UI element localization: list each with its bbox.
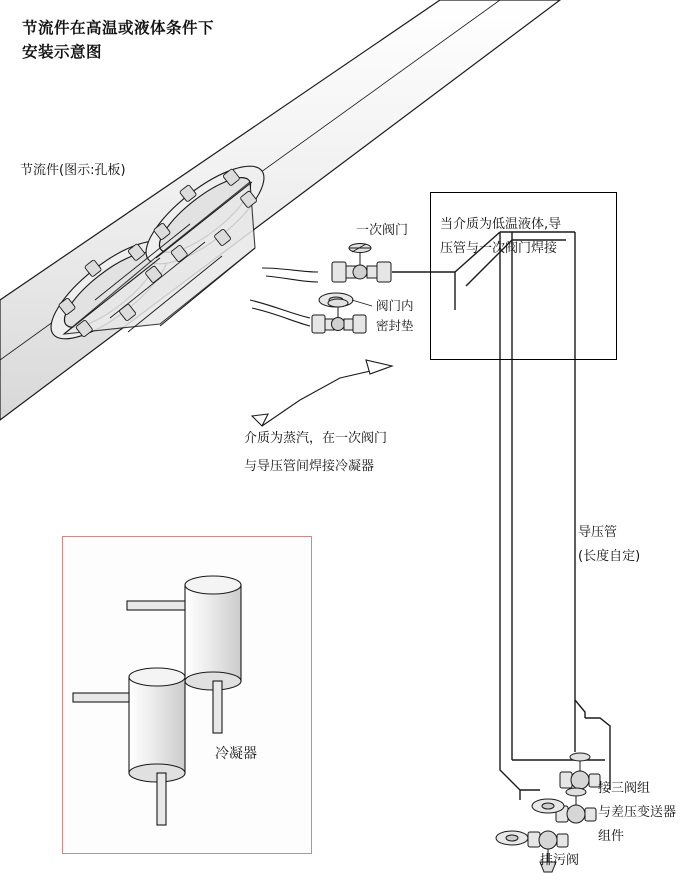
blowdown-valve-label: 排污阀 (540, 853, 580, 868)
steam-note-arrow (252, 360, 392, 426)
low-temp-note-line1: 当介质为低温液体,导 (440, 217, 562, 232)
condenser-label: 冷凝器 (215, 746, 257, 762)
throttle-part-label: 节流件(图示:孔板) (20, 163, 126, 178)
impulse-pipe-label-line1: 导压管 (578, 525, 618, 540)
primary-valve-upper (332, 244, 391, 283)
low-temp-note-line2: 压管与一次阀门焊接 (440, 241, 558, 256)
manifold-label-line1: 接三阀组 (598, 781, 651, 796)
title-line-2: 安装示意图 (22, 43, 103, 61)
primary-valve-label: 一次阀门 (356, 223, 409, 238)
valve-seal-label-line1: 阀门内 (376, 298, 414, 313)
impulse-pipe-label-line2: (长度自定) (578, 549, 641, 564)
valve-seal-label-line2: 密封垫 (376, 318, 414, 333)
manifold-label-line2: 与差压变送器 (598, 805, 677, 820)
steam-note-line1: 介质为蒸汽，在一次阀门 (244, 431, 388, 446)
steam-note-line2: 与导压管间焊接冷凝器 (244, 459, 375, 474)
tapping-tubes (250, 268, 318, 326)
title-line-1: 节流件在高温或液体条件下 (22, 19, 215, 37)
primary-valve-lower (312, 299, 366, 333)
condenser-inset-box (62, 536, 312, 854)
three-valve-manifold (532, 753, 600, 823)
condenser-drawing (63, 537, 311, 853)
manifold-label-line3: 组件 (598, 829, 625, 844)
